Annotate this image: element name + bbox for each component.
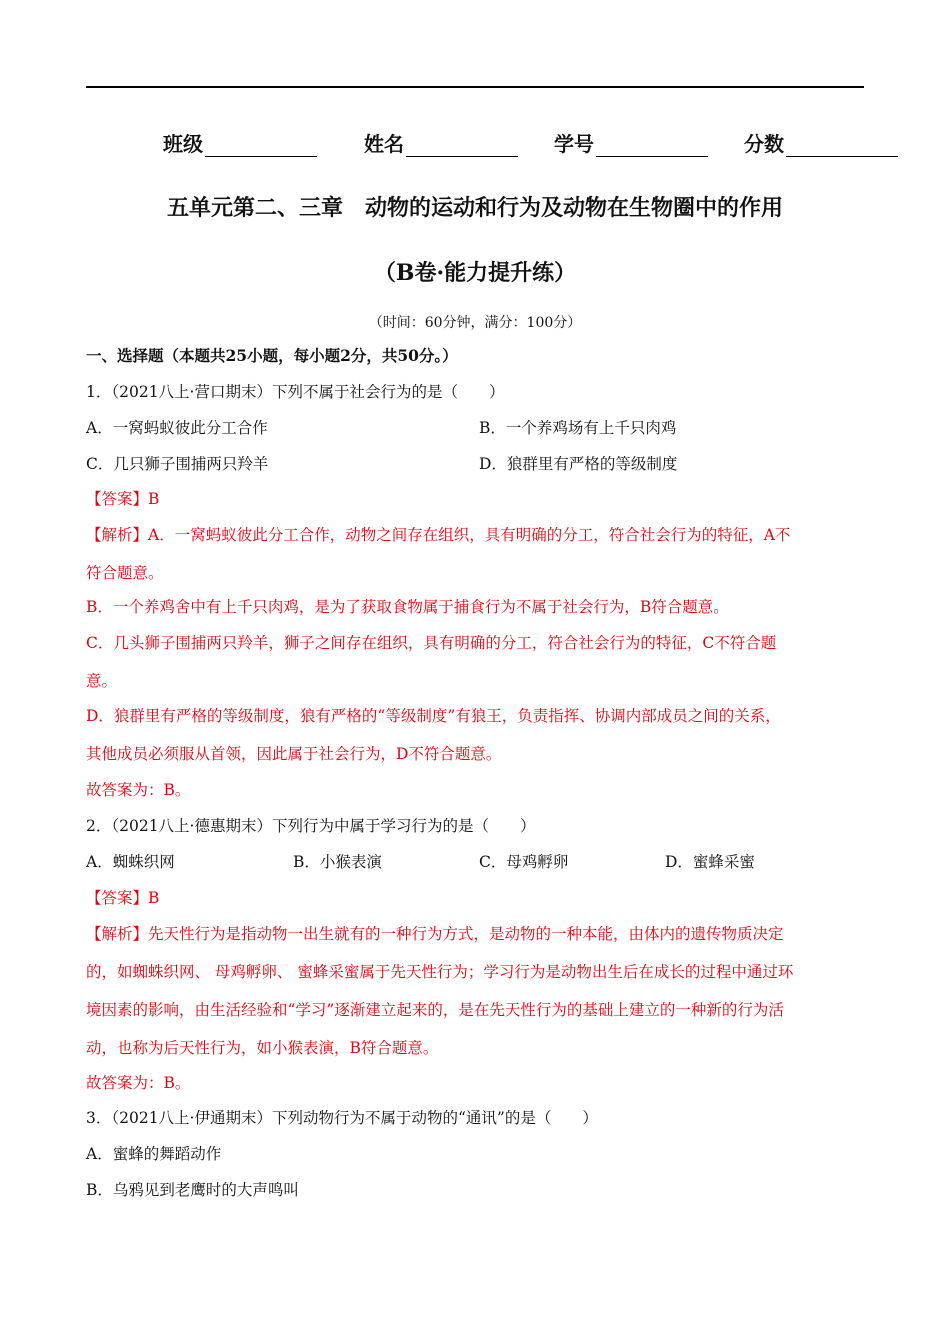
q2-final-answer: 故答案为：B。 bbox=[86, 1074, 191, 1092]
q1-explanation-line: 其他成员必须服从首领，因此属于社会行为，D不符合题意。 bbox=[86, 745, 502, 763]
q2-option-b: B．小猴表演 bbox=[293, 853, 382, 871]
q2-explanation-line: 境因素的影响，由生活经验和“学习”逐渐建立起来的，是在先天性行为的基础上建立的一种新的行为活 bbox=[86, 1001, 784, 1019]
q1-option-a: A．一窝蚂蚁彼此分工合作 bbox=[86, 419, 268, 437]
q1-explanation-line: B．一个养鸡舍中有上千只肉鸡，是为了获取食物属于捕食行为不属于社会行为，B符合题意。 bbox=[86, 598, 729, 616]
q3-option-b: B．乌鸦见到老鹰时的大声鸣叫 bbox=[86, 1181, 299, 1199]
top-rule bbox=[86, 86, 864, 88]
class-field bbox=[163, 128, 317, 157]
q1-explanation-line: 意。 bbox=[86, 672, 118, 690]
q2-stem: 2．（2021八上·德惠期末）下列行为中属于学习行为的是（ ） bbox=[86, 817, 536, 835]
q1-answer: 【答案】B bbox=[86, 490, 160, 508]
name-blank[interactable] bbox=[406, 136, 518, 157]
page-subtitle: （B卷·能力提升练） bbox=[373, 260, 577, 286]
q2-option-d: D．蜜蜂采蜜 bbox=[665, 853, 755, 871]
q3-option-a: A．蜜蜂的舞蹈动作 bbox=[86, 1145, 222, 1163]
section-heading: 一、选择题（本题共25小题，每小题2分，共50分。） bbox=[86, 346, 458, 365]
q1-explanation-line: D．狼群里有严格的等级制度，狼有严格的“等级制度”有狼王，负责指挥、协调内部成员之间的关系， bbox=[86, 707, 781, 725]
q2-option-a: A．蜘蛛织网 bbox=[86, 853, 175, 871]
id-field bbox=[554, 128, 708, 157]
q2-explanation-line: 动，也称为后天性行为，如小猴表演，B符合题意。 bbox=[86, 1039, 439, 1057]
q1-option-b: B．一个养鸡场有上千只肉鸡 bbox=[479, 419, 677, 437]
q1-option-c: C．几只狮子围捕两只羚羊 bbox=[86, 455, 269, 473]
q1-stem: 1．（2021八上·营口期末）下列不属于社会行为的是（ ） bbox=[86, 383, 505, 401]
score-field bbox=[744, 128, 898, 157]
q2-option-c: C．母鸡孵卵 bbox=[479, 853, 569, 871]
id-label: 学号 bbox=[554, 132, 594, 156]
q2-explanation-line: 【解析】先天性行为是指动物一出生就有的一种行为方式，是动物的一种本能，由体内的遗传物质决定 bbox=[86, 925, 784, 943]
q1-option-d: D．狼群里有严格的等级制度 bbox=[479, 455, 678, 473]
score-blank[interactable] bbox=[786, 136, 898, 157]
q3-stem: 3．（2021八上·伊通期末）下列动物行为不属于动物的“通讯”的是（ ） bbox=[86, 1109, 598, 1127]
q1-final-answer: 故答案为：B。 bbox=[86, 781, 191, 799]
q2-answer: 【答案】B bbox=[86, 889, 160, 907]
name-field bbox=[364, 128, 518, 157]
score-label: 分数 bbox=[744, 132, 784, 156]
id-blank[interactable] bbox=[596, 136, 708, 157]
q2-explanation-line: 的，如蜘蛛织网、 母鸡孵卵、 蜜蜂采蜜属于先天性行为；学习行为是动物出生后在成长的过程中通过环 bbox=[86, 963, 794, 981]
class-label: 班级 bbox=[163, 132, 203, 156]
page-title: 五单元第二、三章 动物的运动和行为及动物在生物圈中的作用 bbox=[166, 195, 783, 221]
class-blank[interactable] bbox=[205, 136, 317, 157]
q1-explanation-line: C．几头狮子围捕两只羚羊，狮子之间存在组织，具有明确的分工，符合社会行为的特征，C不符合题 bbox=[86, 634, 777, 652]
q1-explanation-line: 【解析】A．一窝蚂蚁彼此分工合作，动物之间存在组织，具有明确的分工，符合社会行为的特征，A不 bbox=[86, 526, 791, 544]
q1-explanation-line: 符合题意。 bbox=[86, 564, 164, 582]
exam-info: （时间：60分钟，满分：100分） bbox=[368, 315, 582, 331]
name-label: 姓名 bbox=[364, 132, 404, 156]
